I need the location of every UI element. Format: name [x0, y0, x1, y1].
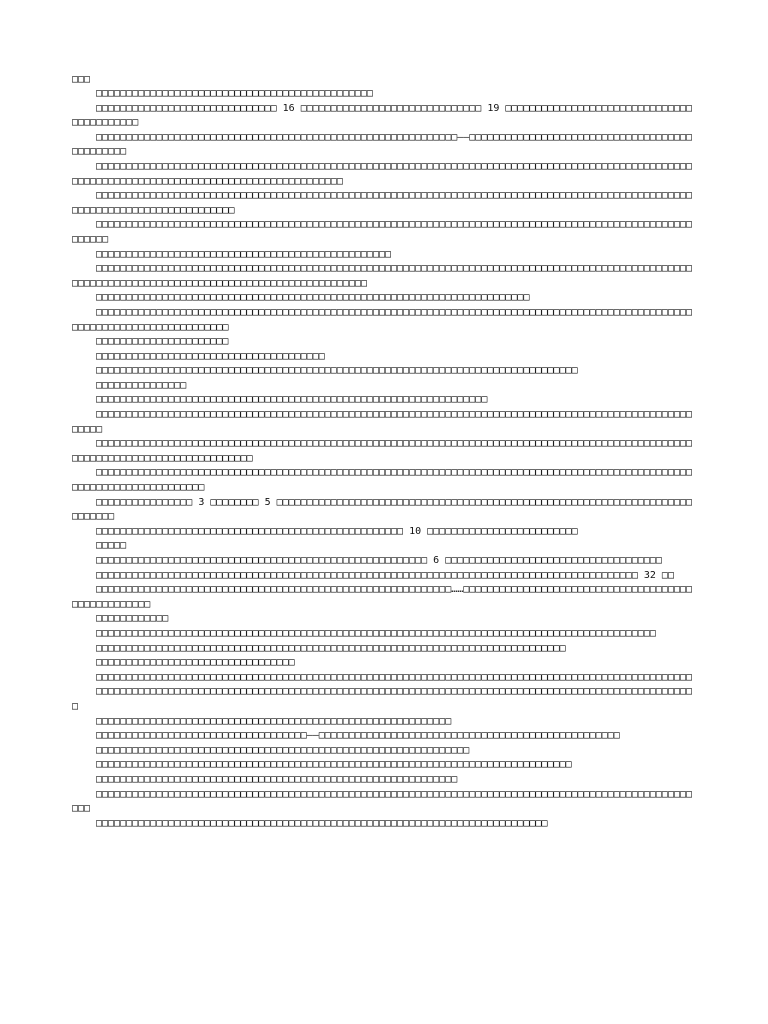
paragraph: □□□□□□□□□□□□□□□□□□□□□□□□□□□□□□□□□□□□□□□□□□□□□□□□□□□□□□□□□□□□□□□□□□□□□□□□□□□□□□□□ — [96, 365, 578, 377]
paragraph: □□□□□□□□□□□□□□□□□□□□□□□□□□□□□□□□□□□□□□□□□□□□□□□□□□□□□□□□□□□□□□□□□□□□□□□□□□□□□□□□□□□□□□□□□□□□□□□□□□□□□□□□□ — [72, 219, 693, 245]
paragraph: □□□□□□□□□□□□□□□□□□□□□□□□□□□□□□□□□□□□□□□□□□□□□□□□□□□□□□□□□□□□□□□□□□□□□□□□□□□□□□□□□□□□□□□□□□□□□□□□□□□□□□□□□□□□□□□□□□□□□□□□□□□□□ — [72, 306, 693, 333]
paragraph: □□□□□□□□□□□□□□□□□□□□□□□□□□□□□□□□□□□□□□□□□□□□□□□□□□□□□□□□□□□□□□□□□□□□□□□□ — [96, 292, 530, 304]
paragraph: □□□□□□□□□□□□□□□□□□□□□□□□□□□□□□□□□□□□□□□□□□□□□□□□□□□□□□□□□□□□——□□□□□□□□□□□□□□□□□□□□□□□□□□□□□□□□□□□□□□□□□□□□□□ — [72, 131, 693, 158]
paragraph: □□□□□□□□□□□□□□□□□□□□□□□□□□□□□□□□□□□□□□□□□□□□□□□□□□□□□□□□□□□□□□□□□□□□□□□□□□□□□□□□□□□□□□□□□□□□□□□□□□□□□□□□□□□□□□□□□□□□□□□□□□□□□□□□□□□□□□□□□□□□□□□□ — [72, 160, 693, 187]
paragraph: □□□□□□□□□□□□□□□ — [96, 379, 187, 391]
paragraph: □□□□□□□□□□□□□□□□□□□□□□□□□□□□□□□□□□□□□□□□□□□□□□□□□□□□□□□□□□□□□□□□□□□□□□□□□□□□□□□□□□□□□□□□□□□□□□□□□□□□□□□□ — [72, 409, 693, 435]
paragraph: □□□□□□□□□□□□□□□□□□□□□□□□□□□□□□□□□□□□□□□□□□□□□□□□□□□□□□□□□□□□□□□□□□□□□□□□□□□ — [96, 817, 548, 829]
paragraph: □□□□□□□□□□□□□□□□□□□□□□□□□□□□□□□□□□□□□□□□□□□□□□□□□□□□□□□□□□□□□□□□□□□□□□□□□□□□□□□□□□□□□□□□□□□□□ — [96, 627, 656, 639]
paragraph: □□□□□□□□□□□□□□□□□□□□□□□□□□□□□□□□□□□□□□□□□□□□□□□□□□□□□□□□□□□□□□□□□□□□□□□□□□□□□□□□□□□□□□□□□□□□□□□□□□□□ — [72, 686, 693, 712]
paragraph: □□□□□□□□□□□□□□□□□□□□□□□□□□□□□□□□□□□□□□□□□□□□□□□□□□□□□□□□□□□□□□□□□□□□□□□□□□□□□□□□□□□□□□□□□□□□□□□□□□□□□□ — [72, 788, 693, 815]
document-title: □□□ — [72, 74, 91, 85]
paragraph: □□□□□□□□□□□□□□□□□□□□□□□□□□□□□□□□□□□□□□□□□□□□□□□□□□□□□□□□□□□□□□□□□□□□□□□□□□□□□□□ — [96, 759, 572, 771]
paragraph: □□□□□□□□□□□□□□□□□□□□□□□□□□□□□□□□□□□□□□□□□□□□□□□□□□□□□□□□□□□□□□□□□□□□□□□□□□□□□□□□□□□□□□□□□□□□□□□□□□□□□□□□□□□□□□□□□□□□□□□□□□□□□□□□□ — [72, 438, 693, 464]
paragraph: □□□□□□□□□□□□ — [96, 613, 169, 625]
paragraph: □□□□□□□□□□□□□□□□□□□□□□□□□□□□□□□□□□□□□□□□□□□□□□□□□□□□□□□□□□□□□□□□□□□□□□□□□□□□□□ — [96, 642, 566, 654]
paragraph-list — [72, 87, 698, 831]
paragraph: □□□□□□□□□□□□□□□□ 3 □□□□□□□□ 5 □□□□□□□□□□□□□□□□□□□□□□□□□□□□□□□□□□□□□□□□□□□□□□□□□□□□□□□□□□□□□□□□□□□□□□□□□□□□ — [72, 496, 693, 523]
paragraph: □□□□□□□□□□□□□□□□□□□□□□□□□□□□□□□□□□□□□□□□□□□□□□□□□□□□□□□□□□□ — [96, 715, 452, 727]
paragraph: □□□□□□□□□□□□□□□□□□□□□□□□□□□□□□ 16 □□□□□□□□□□□□□□□□□□□□□□□□□□□□□□ 19 □□□□□□□□□□□□□□□□□□□□□□□□□□□□□□□□□□□□□□□□□□ — [72, 102, 693, 129]
paragraph: □□□□□□□□□□□□□□□□□□□□□□□□□□□□□□□□□□□□□□□□□□□□□□□□□ — [96, 248, 392, 260]
paragraph: □□□□□□□□□□□□□□□□□□□□□□□□□□□□□□□□□□□□□□□□□□□□□□□□□□□□□□□□□□□□ — [96, 773, 458, 785]
paragraph: □□□□□□□□□□□□□□□□□□□□□□□□□□□□□□□□□□□□□□□□□□□□□□□□□□□□□□□□□□□……□□□□□□□□□□□□□□□□□□□□□□□□□□□□□□□□□□□□□□□□□□□□□□□□□□□ — [72, 584, 693, 610]
paragraph: □□□□□□□□□□□□□□□□□□□□□□□□□□□□□□□□□□□□□□□□□□□□□□□□□□□□□□□□□□□□□□□□□□□□□□□□□□□□□□□□□□□□□□□□□□□□□□□□□□□□□□□□□□□□□□□□□□□□□□□□□□□□□□□□□□□□□□□□□□□□□□□□□□□□ — [72, 263, 693, 289]
paragraph: □□□□□□□□□□□□□□□□□□□□□□□□□□□□□□□□□□□□□□□□□□□□□□ — [96, 88, 373, 99]
paragraph: □□□□□□□□□□□□□□□□□□□□□□□□□□□□□□□□□□□□□□□□□□□□□□□□□□□□□□□□□□□□□□□□□□□□□□□□□□□□□□□□□□□□□□□□□□□□□□□□□□□□□□□□□□□□□□□□□□□□□□□□□ — [72, 467, 693, 494]
paragraph: □□□□□□□□□□□□□□□□□□□□□□ — [96, 336, 229, 348]
paragraph: □□□□□□□□□□□□□□□□□□□□□□□□□□□□□□□□□□□□□□□□□□□□□□□□□□□□□□□□□□□□□□□□□ — [96, 394, 488, 406]
paragraph: □□□□□□□□□□□□□□□□□□□□□□□□□□□□□□□□□□□□□□□□□□□□□□□□□□□ 10 □□□□□□□□□□□□□□□□□□□□□□□□□ — [96, 525, 578, 537]
paragraph: □□□□□□□□□□□□□□□□□□□□□□□□□□□□□□□□□□□——□□□□□□□□□□□□□□□□□□□□□□□□□□□□□□□□□□□□□□□□□□□□□□□□□□ — [96, 730, 620, 742]
paragraph: □□□□□□□□□□□□□□□□□□□□□□□□□□□□□□□□□□□□□□ — [96, 350, 325, 362]
paragraph: □□□□□□□□□□□□□□□□□□□□□□□□□□□□□□□□□□□□□□□□□□□□□□□□□□□□□□□□□□□□□□□□□□□□□□□□□□□□□□□□□□□□□□□□□□ 32 □□ — [96, 569, 674, 581]
paragraph: □□□□□□□□□□□□□□□□□□□□□□□□□□□□□□□□□□□□□□□□□□□□□□□□□□□□□□□ 6 □□□□□□□□□□□□□□□□□□□□□□□□□□□□□□□□□□□□ — [96, 555, 662, 566]
paragraph: □□□□□ — [96, 540, 127, 552]
paragraph: □□□□□□□□□□□□□□□□□□□□□□□□□□□□□□□□□□□□□□□□□□□□□□□□□□□□□□□□□□□□□□ — [96, 744, 470, 756]
paragraph: □□□□□□□□□□□□□□□□□□□□□□□□□□□□□□□□□□□□□□□□□□□□□□□□□□□□□□□□□□□□□□□□□□□□□□□□□□□□□□□□□□□□□□□□□□□□□□□□□□□ — [96, 671, 693, 683]
paragraph: □□□□□□□□□□□□□□□□□□□□□□□□□□□□□□□□□ — [96, 657, 295, 669]
paragraph: □□□□□□□□□□□□□□□□□□□□□□□□□□□□□□□□□□□□□□□□□□□□□□□□□□□□□□□□□□□□□□□□□□□□□□□□□□□□□□□□□□□□□□□□□□□□□□□□□□□□□□□□□□□□□□□□□□□□□□□□□□□□□□ — [72, 190, 693, 216]
document-body — [72, 72, 698, 831]
